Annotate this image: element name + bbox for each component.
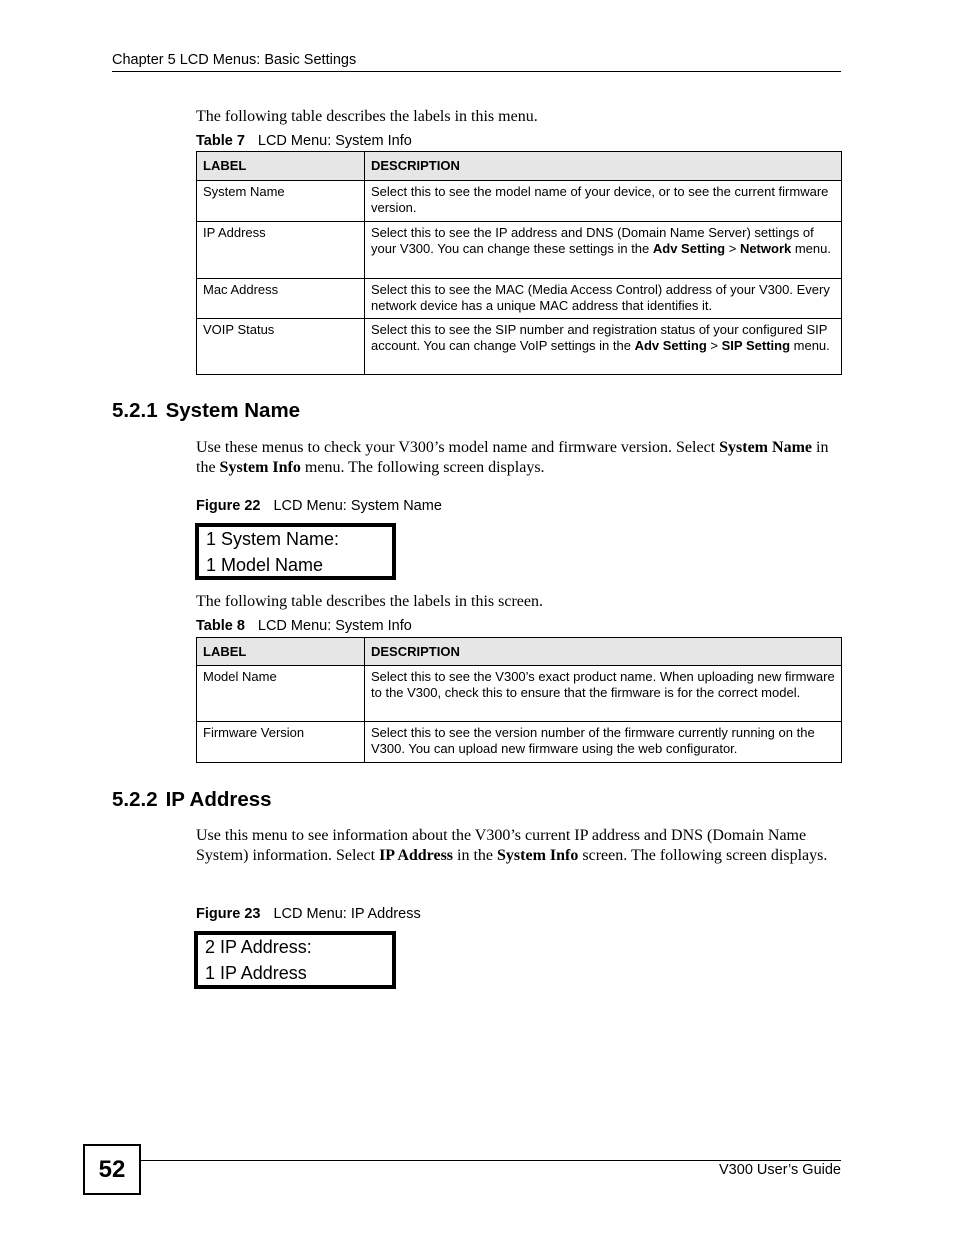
table7 <box>196 151 842 375</box>
lcd-line-1: 1 System Name: <box>206 529 340 549</box>
footer-rule <box>140 1160 841 1161</box>
table-row <box>197 722 842 763</box>
column-header-label: LABEL <box>197 152 365 181</box>
row-description: Select this to see the model name of your device, or to see the current firmware version. <box>365 181 842 222</box>
row-description: Select this to see the MAC (Media Access Control) address of your V300. Every network device has a unique MAC address that identifies it. <box>365 279 842 319</box>
row-label: IP Address <box>197 222 365 279</box>
guide-title: V300 User’s Guide <box>719 1162 841 1178</box>
table7-caption <box>196 133 412 149</box>
chapter-header: Chapter 5 LCD Menus: Basic Settings <box>112 52 357 68</box>
row-label: Mac Address <box>197 279 365 319</box>
table-row <box>197 181 842 222</box>
column-header-description: DESCRIPTION <box>365 152 842 181</box>
column-header-description: DESCRIPTION <box>365 638 842 666</box>
section-heading-system-name: 5.2.1 System Name <box>112 399 301 422</box>
row-label: VOIP Status <box>197 319 365 375</box>
row-description: Select this to see the version number of the firmware currently running on the V300. You can upload new firmware using the web configurator. <box>365 722 842 763</box>
table7-caption-number: Table 7 <box>196 133 245 149</box>
lcd-screen-ip-address <box>194 931 396 989</box>
row-description: Select this to see the IP address and DNS (Domain Name Server) settings of your V300. You can change these settings in the Adv Setting > Network menu. <box>365 222 842 279</box>
intro-text: The following table describes the labels in this menu. <box>196 108 538 125</box>
lcd-screen-system-name <box>195 523 396 580</box>
row-label: Model Name <box>197 666 365 722</box>
table-row <box>197 666 842 722</box>
lcd-line-1: 2 IP Address: <box>205 937 312 957</box>
figure22-caption: Figure 22 LCD Menu: System Name <box>196 498 442 514</box>
table-row <box>197 319 842 375</box>
table-row <box>197 279 842 319</box>
system-name-paragraph: Use these menus to check your V300’s model name and firmware version. Select System Name in the System Info menu. The following screen displays. <box>196 439 829 476</box>
table-header-row <box>197 152 842 181</box>
figure23-caption: Figure 23 LCD Menu: IP Address <box>196 906 421 922</box>
row-description: Select this to see the SIP number and registration status of your configured SIP account. You can change VoIP settings in the Adv Setting > SIP Setting menu. <box>365 319 842 375</box>
column-header-label: LABEL <box>197 638 365 666</box>
table-header-row <box>197 638 842 666</box>
row-label: Firmware Version <box>197 722 365 763</box>
table8-caption: Table 8 LCD Menu: System Info <box>196 618 412 634</box>
page-number: 52 <box>83 1144 141 1195</box>
section-heading-ip-address: 5.2.2 IP Address <box>112 788 272 811</box>
table-row <box>197 222 842 279</box>
header-rule <box>112 71 841 72</box>
row-label: System Name <box>197 181 365 222</box>
row-description: Select this to see the V300’s exact product name. When uploading new firmware to the V300, check this to ensure that the firmware is for the correct model. <box>365 666 842 722</box>
table8 <box>196 637 842 763</box>
intro-text: The following table describes the labels in this screen. <box>196 593 544 610</box>
ip-address-paragraph: Use this menu to see information about the V300’s current IP address and DNS (Domain Name System) information. Select IP Address in the System Info screen. The following screen displays. <box>196 827 828 864</box>
lcd-line-2: 1 Model Name <box>206 555 324 575</box>
lcd-line-2: 1 IP Address <box>205 963 307 983</box>
table7-caption-title: LCD Menu: System Info <box>257 133 412 149</box>
